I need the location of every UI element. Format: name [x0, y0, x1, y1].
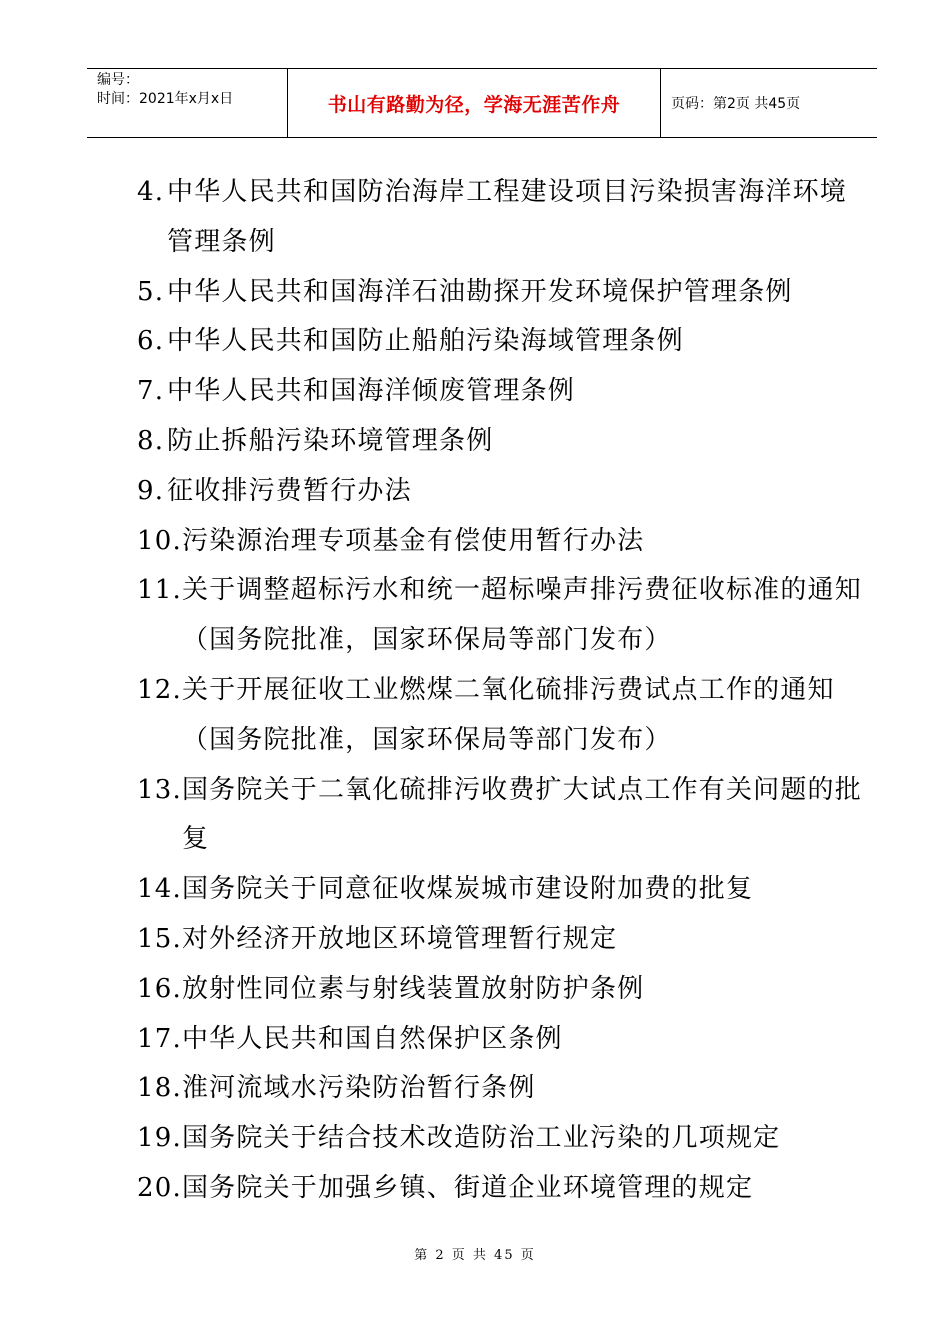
item-number: 14.	[137, 874, 182, 905]
item-text: 关于开展征收工业燃煤二氧化硫排污费试点工作的通知（国务院批准，国家环保局等部门发布）	[181, 674, 835, 755]
item-number: 11.	[137, 575, 182, 606]
item-number: 10.	[137, 525, 182, 556]
item-number: 8.	[137, 425, 165, 456]
item-text: 中华人民共和国海洋倾废管理条例	[167, 376, 576, 407]
page-footer: 第 2 页 共 45 页	[414, 1248, 536, 1263]
item-number: 9.	[137, 475, 165, 506]
item-text: 中华人民共和国防治海岸工程建设项目污染损害海洋环境管理条例	[167, 177, 848, 257]
page-header	[87, 68, 877, 138]
item-number: 16.	[137, 973, 182, 1004]
list-item	[137, 566, 867, 666]
item-text: 中华人民共和国防止船舶污染海域管理条例	[167, 326, 684, 357]
list-item	[137, 666, 867, 766]
item-text: 国务院关于同意征收煤炭城市建设附加费的批复	[181, 874, 754, 905]
item-text: 放射性同位素与射线装置放射防护条例	[181, 973, 645, 1004]
item-text: 征收排污费暂行办法	[167, 475, 412, 506]
item-text: 国务院关于加强乡镇、街道企业环境管理的规定	[181, 1172, 754, 1203]
item-number: 17.	[137, 1023, 182, 1054]
item-number: 19.	[137, 1123, 182, 1154]
list-item	[137, 1015, 867, 1065]
list-item	[137, 367, 867, 417]
list-item	[137, 1164, 867, 1214]
list-item	[137, 965, 867, 1015]
list-item	[137, 915, 867, 965]
item-text: 对外经济开放地区环境管理暂行规定	[181, 923, 618, 954]
header-page-info: 页码：第2页 共45页	[671, 96, 801, 112]
item-number: 13.	[137, 774, 182, 805]
item-text: 国务院关于二氧化硫排污收费扩大试点工作有关问题的批复	[181, 774, 862, 855]
serial-label: 编号：	[97, 72, 139, 88]
item-text: 国务院关于结合技术改造防治工业污染的几项规定	[181, 1123, 781, 1154]
item-number: 5.	[137, 276, 165, 307]
list-item	[137, 766, 867, 866]
item-number: 20.	[137, 1172, 182, 1203]
item-number: 4.	[137, 177, 165, 207]
item-text: 中华人民共和国自然保护区条例	[181, 1023, 563, 1054]
regulation-list	[137, 168, 867, 1214]
item-number: 6.	[137, 326, 165, 357]
list-item	[137, 1064, 867, 1114]
header-motto: 书山有路勤为径，学海无涯苦作舟	[288, 69, 661, 137]
list-item	[137, 268, 867, 318]
item-text: 污染源治理专项基金有偿使用暂行办法	[181, 525, 645, 556]
header-meta	[87, 69, 288, 137]
list-item	[137, 517, 867, 567]
item-text: 关于调整超标污水和统一超标噪声排污费征收标准的通知（国务院批准，国家环保局等部门发布）	[181, 575, 862, 656]
item-number: 12.	[137, 674, 182, 705]
item-number: 18.	[137, 1073, 182, 1104]
item-number: 7.	[137, 376, 165, 407]
list-item	[137, 317, 867, 367]
time-label: 时间：2021年x月x日	[97, 91, 234, 107]
list-item	[137, 865, 867, 915]
item-text: 防止拆船污染环境管理条例	[167, 425, 494, 456]
item-number: 15.	[137, 923, 182, 954]
item-text: 中华人民共和国海洋石油勘探开发环境保护管理条例	[167, 276, 793, 307]
list-item	[137, 467, 867, 517]
item-text: 淮河流域水污染防治暂行条例	[181, 1073, 536, 1104]
list-item	[137, 417, 867, 467]
list-item	[137, 168, 867, 268]
list-item	[137, 1114, 867, 1164]
